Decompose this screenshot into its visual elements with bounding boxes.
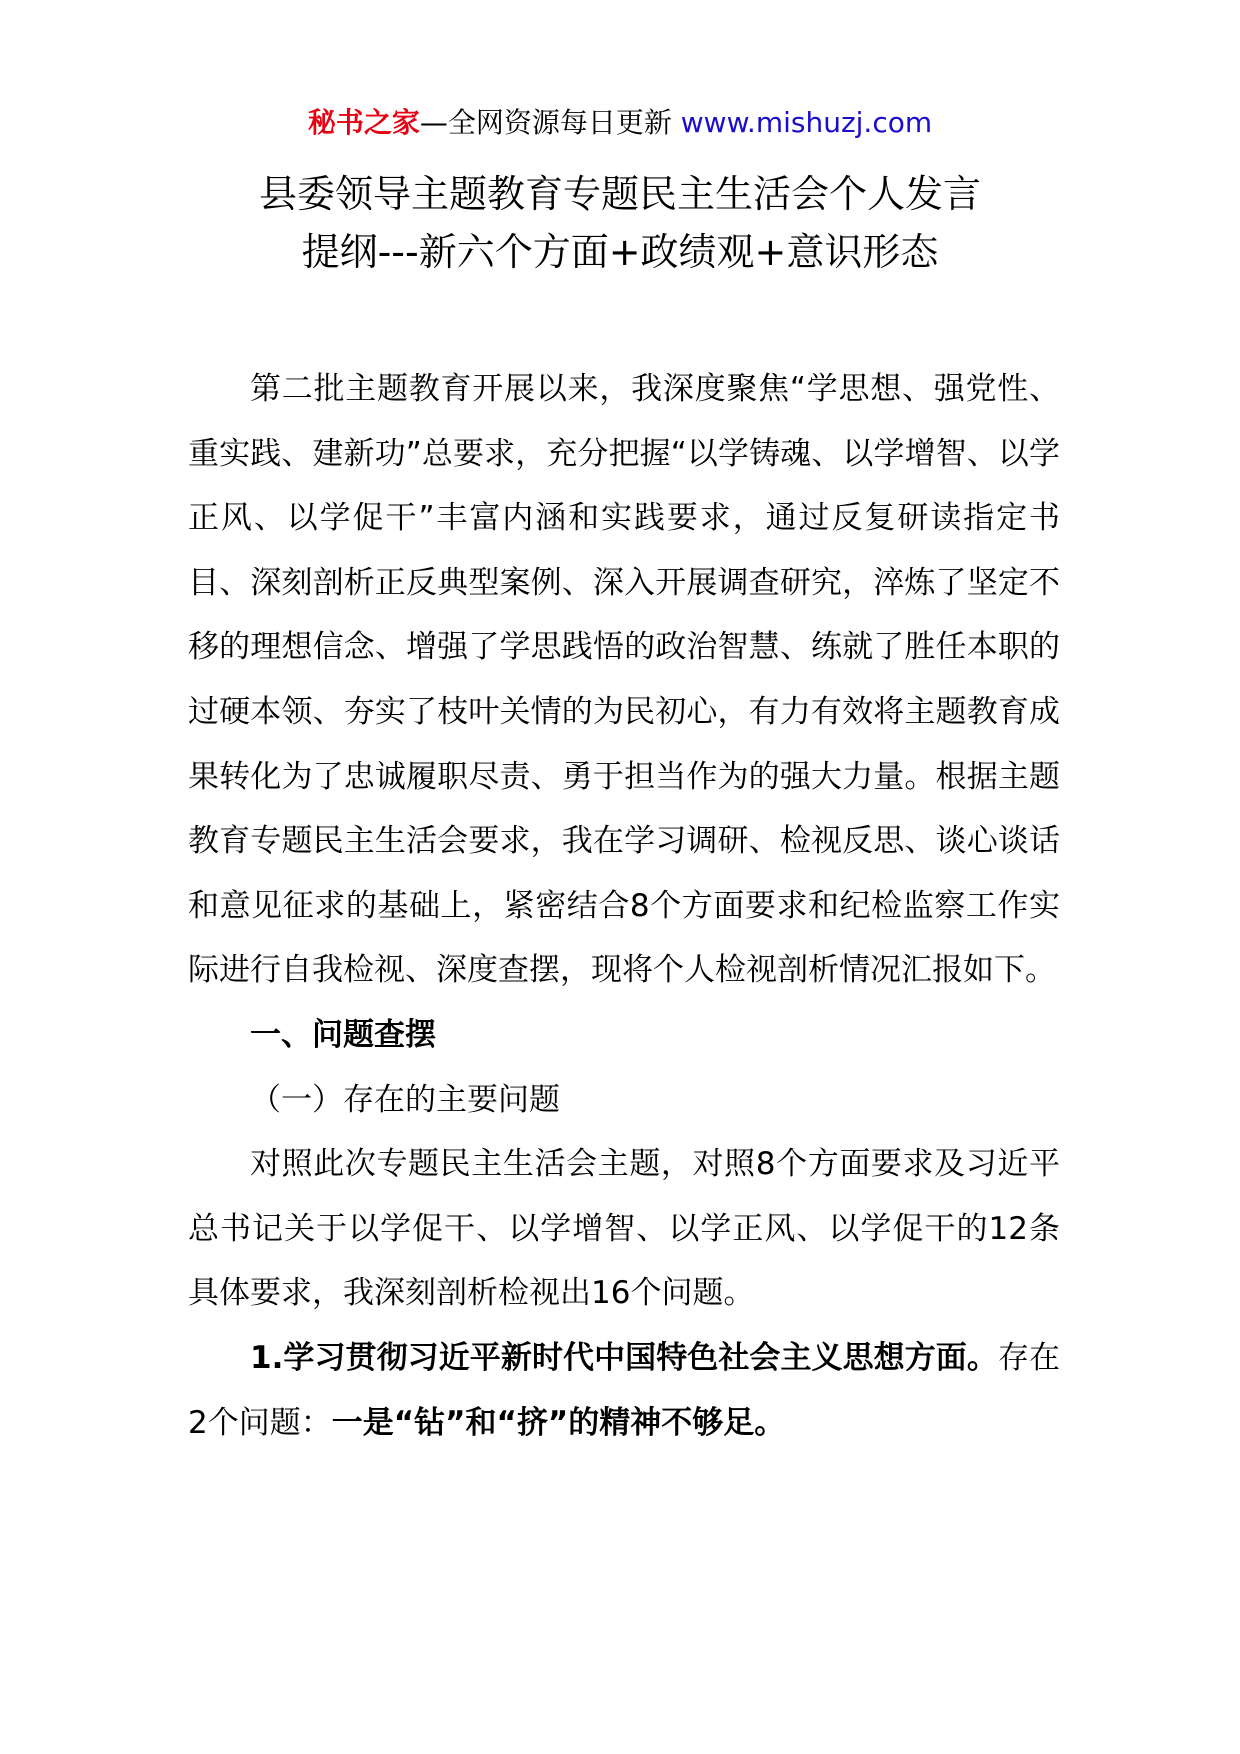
site-header — [0, 103, 1240, 143]
document-title — [100, 165, 1140, 281]
document-body — [188, 357, 1060, 1455]
title-line-1: 县委领导主题教育专题民主生活会个人发言 — [258, 172, 981, 216]
item-1-paragraph — [188, 1326, 1060, 1455]
item-1-text: 存在2个问题： — [188, 1339, 1061, 1441]
item-1-title: 1.学习贯彻习近平新时代中国特色社会主义思想方面。 — [250, 1339, 998, 1376]
problems-summary-paragraph: 对照此次专题民主生活会主题，对照8个方面要求及习近平总书记关于以学促干、以学增智、以学正风、以学促干的12条具体要求，我深刻剖析检视出16个问题。 — [188, 1146, 1060, 1312]
header-slogan: —全网资源每日更新 — [419, 106, 681, 139]
intro-paragraph: 第二批主题教育开展以来，我深度聚焦“学思想、强党性、重实践、建新功”总要求，充分把握“以学铸魂、以学增智、以学正风、以学促干”丰富内涵和实践要求，通过反复研读指定书目、深刻剖析正反典型案例、深入开展调查研究，淬炼了坚定不移的理想信念、增强了学思践悟的政治智慧、练就了胜任本职的过硬本领、夯实了枝叶关情的为民初心，有力有效将主题教育成果转化为了忠诚履职尽责、勇于担当作为的强大力量。根据主题教育专题民主生活会要求，我在学习调研、检视反思、谈心谈话和意见征求的基础上，紧密结合8个方面要求和纪检监察工作实际进行自我检视、深度查摆，现将个人检视剖析情况汇报如下。 — [188, 371, 1060, 989]
brand-name: 秘书之家 — [307, 106, 420, 139]
site-url-link[interactable]: www.mishuzj.com — [680, 106, 933, 139]
item-1-point: 一是“钻”和“挤”的精神不够足。 — [331, 1404, 786, 1441]
subsection-heading-main-problems: （一）存在的主要问题 — [250, 1081, 560, 1118]
section-heading-problems: 一、问题查摆 — [250, 1016, 436, 1053]
title-line-2: 提纲---新六个方面+政绩观+意识形态 — [301, 230, 939, 274]
